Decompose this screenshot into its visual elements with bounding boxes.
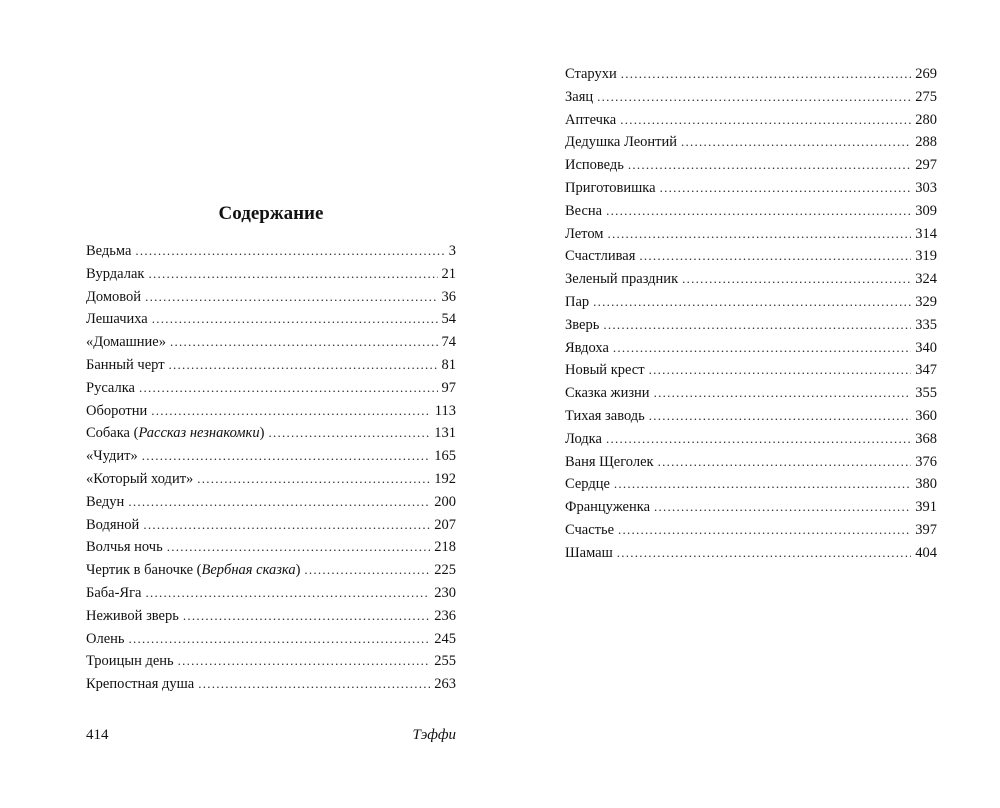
dot-leader bbox=[167, 536, 431, 559]
toc-entry-page-number: 376 bbox=[915, 453, 937, 470]
dot-leader bbox=[606, 428, 911, 451]
dot-leader bbox=[649, 405, 911, 428]
toc-entry-page-number: 21 bbox=[441, 265, 456, 282]
toc-entry bbox=[565, 542, 937, 565]
toc-entry-page-number: 324 bbox=[915, 271, 937, 288]
dot-leader bbox=[628, 154, 911, 177]
toc-entry-title-text: Ведун bbox=[86, 493, 125, 510]
toc-entry-title-text: Неживой зверь bbox=[86, 607, 179, 624]
toc-entry-page-number: 200 bbox=[434, 493, 456, 510]
toc-entry-title-text: Аптечка bbox=[565, 111, 617, 128]
toc-entry bbox=[565, 451, 937, 474]
toc-entry-page-number: 360 bbox=[915, 407, 937, 424]
toc-entry-title bbox=[565, 519, 618, 542]
dot-leader bbox=[617, 542, 912, 565]
toc-entry-title bbox=[565, 245, 639, 268]
toc-entry bbox=[565, 496, 937, 519]
toc-entry-title bbox=[565, 337, 613, 360]
toc-entry bbox=[86, 377, 456, 400]
toc-entry-title-text: Олень bbox=[86, 630, 125, 647]
toc-entry-title bbox=[565, 405, 649, 428]
toc-entry-page-number: 280 bbox=[915, 111, 937, 128]
toc-entry-page-number: 340 bbox=[915, 339, 937, 356]
toc-entry-title bbox=[86, 491, 128, 514]
toc-entry-title bbox=[86, 445, 142, 468]
dot-leader bbox=[682, 268, 911, 291]
toc-entry bbox=[86, 400, 456, 423]
toc-entry-title bbox=[86, 354, 169, 377]
toc-entry-title-text: Волчья ночь bbox=[86, 539, 163, 556]
toc-entry-title-text: Дедушка Леонтий bbox=[565, 134, 678, 151]
dot-leader bbox=[145, 582, 430, 605]
toc-entry-title-text: Счастье bbox=[565, 521, 615, 538]
toc-entry-title bbox=[86, 331, 170, 354]
toc-entry-title bbox=[565, 177, 660, 200]
dot-leader bbox=[660, 177, 912, 200]
toc-entry-title bbox=[86, 422, 268, 445]
toc-entry-page-number: 207 bbox=[434, 516, 456, 533]
toc-entry-title-text: Заяц bbox=[565, 88, 594, 105]
dot-leader bbox=[128, 491, 430, 514]
toc-entry-page-number: 288 bbox=[915, 134, 937, 151]
toc-entry-title bbox=[86, 286, 145, 309]
toc-entry-title bbox=[565, 359, 649, 382]
dot-leader bbox=[139, 377, 438, 400]
toc-entry-title-text: Русалка bbox=[86, 379, 135, 396]
toc-entry bbox=[565, 63, 937, 86]
toc-entry bbox=[86, 514, 456, 537]
toc-entry-title bbox=[565, 382, 654, 405]
dot-leader bbox=[268, 422, 430, 445]
toc-entry bbox=[565, 245, 937, 268]
toc-entry-page-number: 230 bbox=[434, 584, 456, 601]
toc-entry-title bbox=[86, 650, 178, 673]
toc-entry bbox=[86, 445, 456, 468]
toc-entry-page-number: 97 bbox=[441, 379, 456, 396]
right-page bbox=[500, 0, 1000, 808]
dot-leader bbox=[304, 559, 430, 582]
toc-list-right bbox=[565, 63, 937, 565]
toc-entry-page-number: 297 bbox=[915, 157, 937, 174]
toc-entry-title-text: Пар bbox=[565, 293, 590, 310]
toc-entry-page-number: 236 bbox=[434, 607, 456, 624]
toc-entry-title bbox=[565, 109, 620, 132]
toc-entry bbox=[86, 536, 456, 559]
toc-entry-title bbox=[565, 542, 617, 565]
toc-entry-page-number: 309 bbox=[915, 202, 937, 219]
toc-entry-title bbox=[565, 473, 614, 496]
dot-leader bbox=[148, 263, 437, 286]
dot-leader bbox=[183, 605, 430, 628]
toc-entry-title bbox=[565, 223, 607, 246]
page-number: 414 bbox=[86, 727, 109, 743]
toc-entry-title bbox=[565, 314, 603, 337]
toc-entry bbox=[86, 673, 456, 696]
toc-entry-page-number: 319 bbox=[915, 248, 937, 265]
toc-entry-page-number: 380 bbox=[915, 476, 937, 493]
toc-entry-title bbox=[86, 628, 129, 651]
dot-leader bbox=[658, 451, 912, 474]
toc-entry-title-text: «Чудит» bbox=[86, 448, 138, 465]
toc-entry-title bbox=[565, 131, 681, 154]
toc-entry-title-text: Оборотни bbox=[86, 402, 148, 419]
dot-leader bbox=[607, 223, 911, 246]
toc-entry-title bbox=[86, 240, 135, 263]
toc-entry-title-text: Француженка bbox=[565, 499, 651, 516]
toc-entry bbox=[565, 200, 937, 223]
toc-entry-title bbox=[565, 451, 658, 474]
toc-entry-title-text: Собака ( bbox=[86, 425, 139, 442]
running-head-author: Тэффи bbox=[412, 727, 456, 743]
toc-entry-title bbox=[86, 536, 167, 559]
toc-entry-title-text: Счастливая bbox=[565, 248, 636, 265]
toc-entry bbox=[86, 582, 456, 605]
toc-entry bbox=[86, 650, 456, 673]
dot-leader bbox=[143, 514, 430, 537]
toc-entry-title bbox=[86, 514, 143, 537]
toc-entry bbox=[565, 405, 937, 428]
toc-entry-page-number: 165 bbox=[434, 448, 456, 465]
dot-leader bbox=[621, 63, 912, 86]
toc-entry-page-number: 192 bbox=[434, 470, 456, 487]
toc-entry bbox=[86, 422, 456, 445]
toc-entry-page-number: 275 bbox=[915, 88, 937, 105]
dot-leader bbox=[197, 468, 430, 491]
toc-entry-page-number: 329 bbox=[915, 293, 937, 310]
toc-entry-title bbox=[86, 308, 152, 331]
toc-entry-page-number: 245 bbox=[434, 630, 456, 647]
toc-entry-title bbox=[565, 86, 597, 109]
toc-entry-title-text: Старухи bbox=[565, 66, 617, 82]
dot-leader bbox=[178, 650, 431, 673]
toc-entry-page-number: 269 bbox=[915, 66, 937, 82]
toc-list-left bbox=[86, 240, 456, 696]
toc-entry bbox=[86, 354, 456, 377]
toc-entry-title-text: Сердце bbox=[565, 476, 610, 493]
dot-leader bbox=[597, 86, 911, 109]
toc-entry bbox=[565, 519, 937, 542]
toc-entry-page-number: 113 bbox=[434, 402, 456, 419]
toc-entry-page-number: 81 bbox=[441, 356, 456, 373]
dot-leader bbox=[606, 200, 911, 223]
toc-entry-title-text: Шамаш bbox=[565, 544, 613, 561]
dot-leader bbox=[649, 359, 912, 382]
dot-leader bbox=[618, 519, 911, 542]
toc-entry-title-text: Лешачиха bbox=[86, 311, 148, 328]
dot-leader bbox=[145, 286, 437, 309]
toc-entry bbox=[86, 308, 456, 331]
toc-entry-title-text: Приготовишка bbox=[565, 179, 656, 196]
toc-entry-title-text: Тихая заводь bbox=[565, 407, 645, 424]
toc-entry-title bbox=[565, 200, 606, 223]
toc-entry bbox=[86, 263, 456, 286]
dot-leader bbox=[613, 337, 911, 360]
toc-entry bbox=[86, 605, 456, 628]
toc-entry bbox=[86, 628, 456, 651]
toc-entry-title bbox=[86, 263, 148, 286]
toc-entry-title-text: Летом bbox=[565, 225, 604, 242]
toc-entry bbox=[86, 331, 456, 354]
toc-entry bbox=[565, 223, 937, 246]
toc-entry-title-text: Домовой bbox=[86, 288, 142, 305]
toc-entry-title bbox=[565, 428, 606, 451]
toc-entry-title-text: Ведьма bbox=[86, 243, 132, 259]
dot-leader bbox=[170, 331, 438, 354]
toc-entry bbox=[565, 428, 937, 451]
toc-entry-page-number: 3 bbox=[448, 243, 456, 259]
toc-entry-title-text: «Который ходит» bbox=[86, 470, 194, 487]
toc-entry-page-number: 225 bbox=[434, 562, 456, 579]
toc-entry-title-end: ) bbox=[259, 425, 265, 442]
toc-entry-title bbox=[86, 605, 183, 628]
toc-entry-title-text: Сказка жизни bbox=[565, 385, 650, 402]
dot-leader bbox=[654, 382, 912, 405]
toc-entry bbox=[565, 291, 937, 314]
toc-entry-title-text: Весна bbox=[565, 202, 603, 219]
toc-entry bbox=[565, 314, 937, 337]
toc-entry-page-number: 131 bbox=[434, 425, 456, 442]
toc-entry-title-text: Баба-Яга bbox=[86, 584, 142, 601]
toc-entry-title bbox=[565, 268, 682, 291]
dot-leader bbox=[198, 673, 430, 696]
dot-leader bbox=[129, 628, 431, 651]
toc-entry-title bbox=[565, 154, 628, 177]
toc-entry-page-number: 74 bbox=[441, 334, 456, 351]
toc-entry bbox=[565, 473, 937, 496]
toc-entry-title bbox=[86, 377, 139, 400]
dot-leader bbox=[614, 473, 911, 496]
toc-entry bbox=[565, 359, 937, 382]
toc-entry bbox=[565, 86, 937, 109]
toc-entry-title-text: Банный черт bbox=[86, 356, 165, 373]
toc-entry-title bbox=[86, 673, 198, 696]
toc-entry-page-number: 397 bbox=[915, 521, 937, 538]
toc-entry-title-text: Новый крест bbox=[565, 362, 645, 379]
dot-leader bbox=[620, 109, 911, 132]
dot-leader bbox=[654, 496, 911, 519]
toc-entry bbox=[565, 177, 937, 200]
toc-entry-page-number: 404 bbox=[915, 544, 937, 561]
dot-leader bbox=[151, 400, 431, 423]
dot-leader bbox=[142, 445, 431, 468]
dot-leader bbox=[152, 308, 438, 331]
toc-entry bbox=[565, 131, 937, 154]
toc-entry bbox=[565, 268, 937, 291]
toc-entry-title-text: Лодка bbox=[565, 430, 602, 447]
toc-entry bbox=[86, 286, 456, 309]
dot-leader bbox=[135, 240, 444, 263]
toc-entry-subtitle: Рассказ незнакомки bbox=[138, 425, 260, 442]
toc-entry bbox=[86, 491, 456, 514]
dot-leader bbox=[603, 314, 911, 337]
toc-entry-title-text: Зверь bbox=[565, 316, 600, 333]
toc-entry-page-number: 355 bbox=[915, 385, 937, 402]
toc-entry bbox=[86, 468, 456, 491]
toc-entry-title-text: Крепостная душа bbox=[86, 676, 195, 693]
toc-entry-title bbox=[86, 400, 151, 423]
toc-entry-page-number: 314 bbox=[915, 225, 937, 242]
toc-entry-page-number: 391 bbox=[915, 499, 937, 516]
toc-entry-page-number: 255 bbox=[434, 653, 456, 670]
toc-entry-title-text: Вурдалак bbox=[86, 265, 145, 282]
toc-entry-page-number: 54 bbox=[441, 311, 456, 328]
toc-entry-page-number: 347 bbox=[915, 362, 937, 379]
dot-leader bbox=[639, 245, 911, 268]
toc-entry-title-text: Ваня Щеголек bbox=[565, 453, 654, 470]
toc-entry bbox=[565, 109, 937, 132]
toc-entry bbox=[565, 154, 937, 177]
toc-entry-title bbox=[565, 496, 654, 519]
toc-entry-page-number: 368 bbox=[915, 430, 937, 447]
toc-entry bbox=[565, 337, 937, 360]
dot-leader bbox=[169, 354, 438, 377]
toc-entry-title-text: «Домашние» bbox=[86, 334, 166, 351]
dot-leader bbox=[681, 131, 911, 154]
dot-leader bbox=[593, 291, 911, 314]
toc-entry-page-number: 335 bbox=[915, 316, 937, 333]
toc-entry-title bbox=[86, 582, 145, 605]
toc-entry-page-number: 218 bbox=[434, 539, 456, 556]
toc-entry-page-number: 36 bbox=[441, 288, 456, 305]
toc-entry-page-number: 263 bbox=[434, 676, 456, 693]
toc-entry-title-text: Исповедь bbox=[565, 157, 624, 174]
toc-entry bbox=[565, 382, 937, 405]
toc-entry bbox=[86, 240, 456, 263]
toc-entry-title-end: ) bbox=[295, 562, 301, 579]
toc-entry-title bbox=[86, 468, 197, 491]
toc-heading: Содержание bbox=[218, 203, 324, 224]
toc-entry-title-text: Чертик в баночке ( bbox=[86, 562, 202, 579]
toc-entry-title-text: Троицын день bbox=[86, 653, 174, 670]
toc-entry-page-number: 303 bbox=[915, 179, 937, 196]
toc-entry-title-text: Зеленый праздник bbox=[565, 271, 679, 288]
toc-entry-title bbox=[565, 63, 621, 86]
toc-entry-title-text: Водяной bbox=[86, 516, 140, 533]
toc-entry-subtitle: Вербная сказка bbox=[201, 562, 296, 579]
toc-entry-title bbox=[86, 559, 304, 582]
toc-entry-title bbox=[565, 291, 593, 314]
toc-entry bbox=[86, 559, 456, 582]
toc-entry-title-text: Явдоха bbox=[565, 339, 609, 356]
